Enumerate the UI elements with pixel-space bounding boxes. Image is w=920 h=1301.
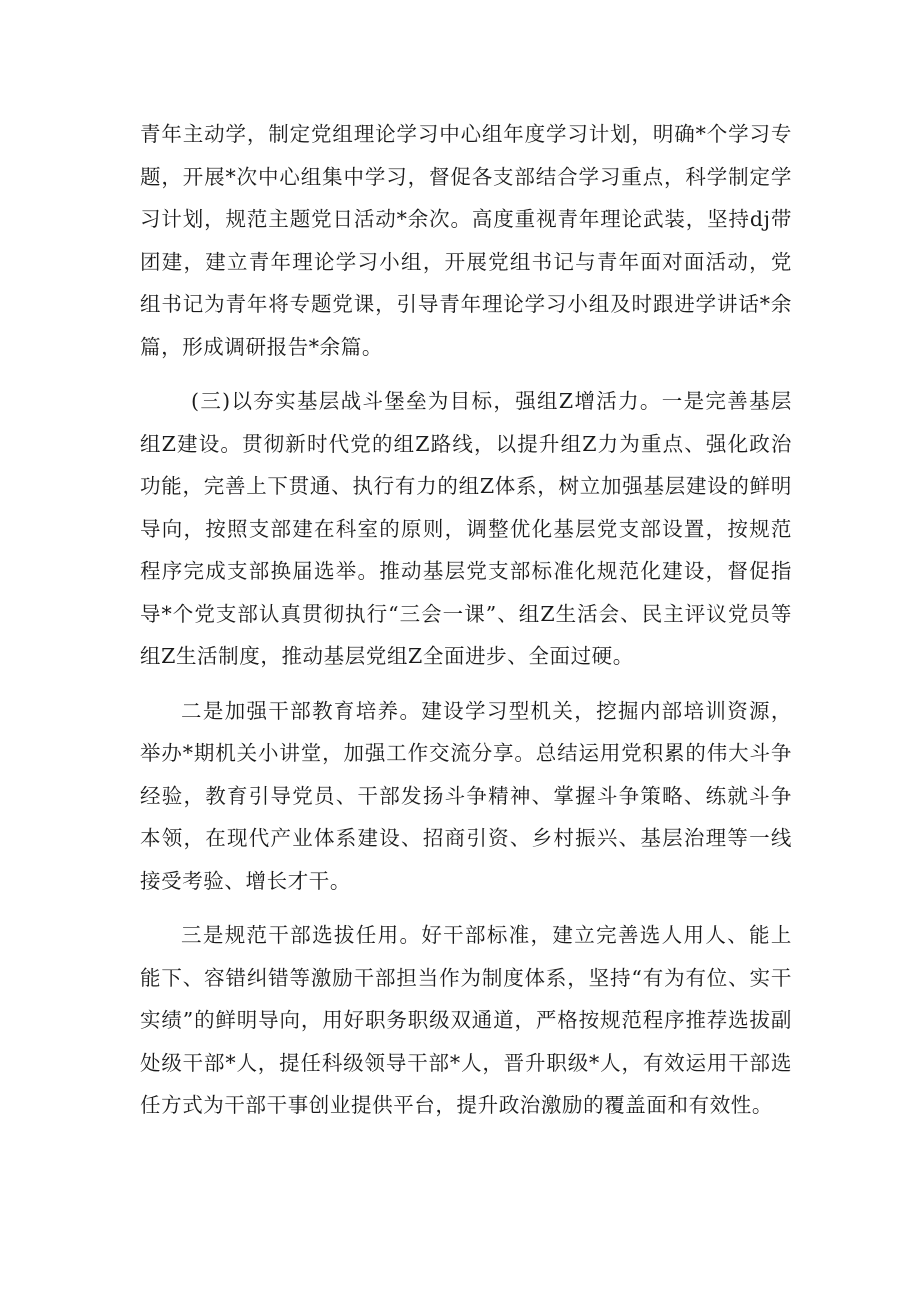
paragraph-spacer [140, 368, 792, 380]
paragraph-4: 三是规范干部选拔任用。好干部标准，建立完善选人用人、能上能下、容错纠错等激励干部担当作为制度体系，坚持“有为有位、实干实绩”的鲜明导向，用好职务职级双通道，严格按规范程序推荐选拔副处级干部*人，提任科级领导干部*人，晋升职级*人，有效运用干部选任方式为干部干事创业提供平台，提升政治激励的覆盖面和有效性。 [140, 923, 792, 1117]
paragraph-spacer [140, 678, 792, 690]
document-body [140, 113, 792, 1127]
paragraph-2: (三)以夯实基层战斗堡垒为目标，强组Z增活力。一是完善基层组Z建设。贯彻新时代党的组Z路线，以提升组Z力为重点、强化政治功能，完善上下贯通、执行有力的组Z体系，树立加强基层建设的鲜明导向，按照支部建在科室的原则，调整优化基层党支部设置，按规范程序完成支部换届选举。推动基层党支部标准化规范化建设，督促指导*个党支部认真贯彻执行“三会一课”、组Z生活会、民主评议党员等组Z生活制度，推动基层党组Z全面进步、全面过硬。 [140, 389, 792, 668]
paragraph-1: 青年主动学，制定党组理论学习中心组年度学习计划，明确*个学习专题，开展*次中心组集中学习，督促各支部结合学习重点，科学制定学习计划，规范主题党日活动*余次。高度重视青年理论武装，坚持dj带团建，建立青年理论学习小组，开展党组书记与青年面对面活动，党组书记为青年将专题党课，引导青年理论学习小组及时跟进学讲话*余篇，形成调研报告*余篇。 [140, 122, 792, 359]
paragraph-spacer [140, 902, 792, 914]
paragraph-3: 二是加强干部教育培养。建设学习型机关，挖掘内部培训资源，举办*期机关小讲堂，加强工作交流分享。总结运用党积累的伟大斗争经验，教育引导党员、干部发扬斗争精神、掌握斗争策略、练就斗争本领，在现代产业体系建设、招商引资、乡村振兴、基层治理等一线接受考验、增长才干。 [140, 698, 792, 893]
